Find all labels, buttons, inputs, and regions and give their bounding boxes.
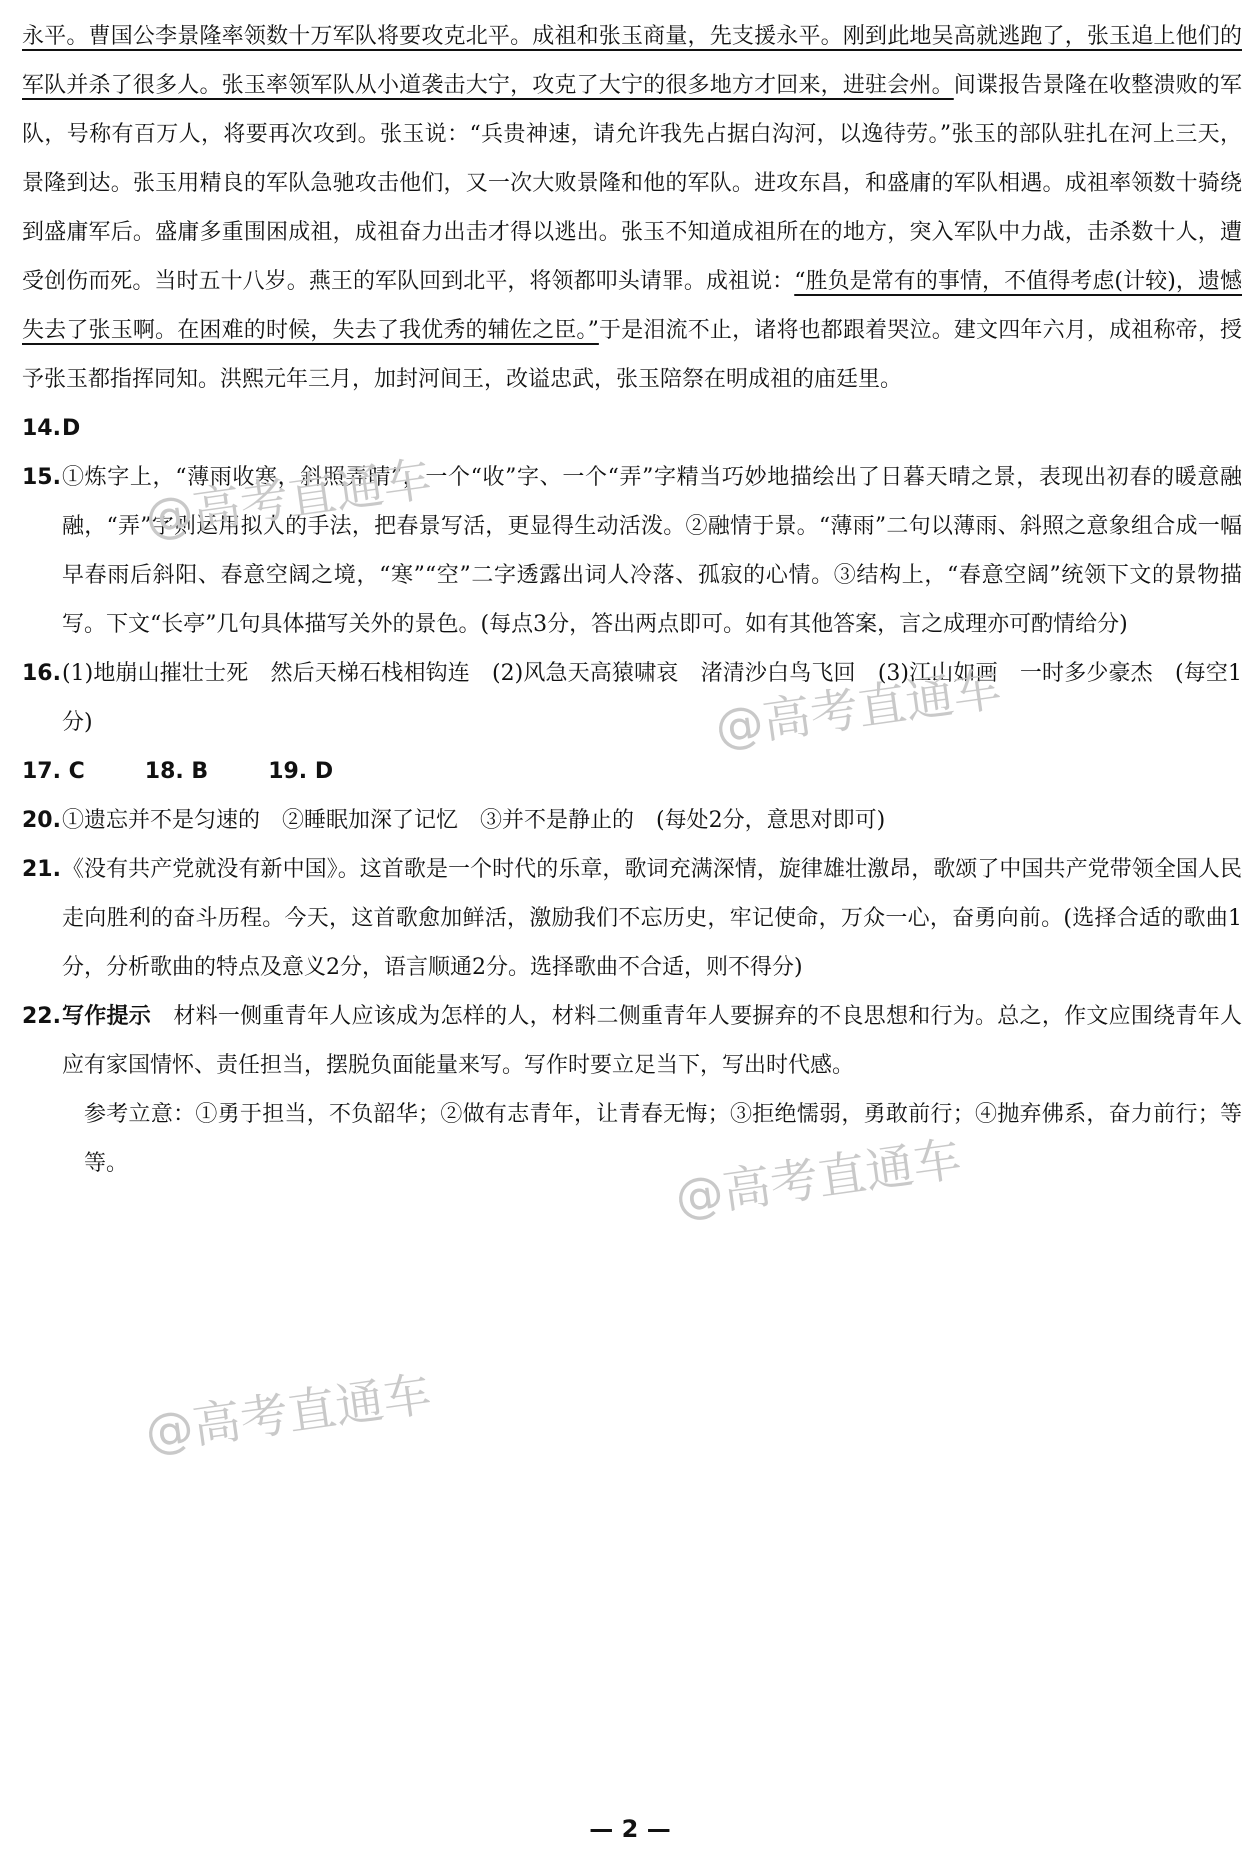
page-number: — 2 — [589, 1815, 671, 1843]
writing-hint-label: 写作提示 [62, 1003, 152, 1029]
answer-16 [22, 649, 1242, 747]
answer-22-number: 22. [22, 1004, 61, 1029]
translation-sentence-1: 永平。曹国公李景隆率领数十万军队将要攻克北平。成祖和张玉商量，先支援永平。刚到此地吴高就逃跑了，张玉追上他们的军队并杀了很多人。张玉率领军队从小道袭击大宁，攻克了大宁的很多地方才回来，进驻会州。 [22, 24, 1242, 98]
answer-21-text: 《没有共产党就没有新中国》。这首歌是一个时代的乐章，歌词充满深情，旋律雄壮激昂，歌颂了中国共产党带领全国人民走向胜利的奋斗历程。今天，这首歌愈加鲜活，激励我们不忘历史，牢记使命，万众一心，奋勇向前。(选择合适的歌曲1分，分析歌曲的特点及意义2分，语言顺通2分。选择歌曲不合适，则不得分) [62, 857, 1242, 980]
answer-16-number: 16. [22, 661, 61, 686]
answer-22-text [62, 992, 1242, 1090]
translation-passage [22, 12, 1242, 404]
answer-21 [22, 845, 1242, 992]
answer-16-text: (1)地崩山摧壮士死 然后天梯石栈相钩连 (2)风急天高猿啸哀 渚清沙白鸟飞回 (3)江山如画 一时多少豪杰 (每空1分) [62, 661, 1242, 735]
answer-15-text: ①炼字上，“薄雨收寒，斜照弄晴”，一个“收”字、一个“弄”字精当巧妙地描绘出了日暮天晴之景，表现出初春的暖意融融，“弄”字则运用拟人的手法，把春景写活，更显得生动活泼。②融情于景。“薄雨”二句以薄雨、斜照之意象组合成一幅早春雨后斜阳、春意空阔之境，“寒”“空”二字透露出词人冷落、孤寂的心情。③结构上，“春意空阔”统领下文的景物描写。下文“长亭”几句具体描写关外的景色。(每点3分，答出两点即可。如有其他答案，言之成理亦可酌情给分) [62, 465, 1242, 637]
answer-15 [22, 453, 1242, 649]
translation-sentence-4: 于是泪流不止，诸将也都跟着哭泣。建文四年六月，成祖称帝，授予张玉都指挥同知。洪熙元年三月，加封河间王，改谥忠武，张玉陪祭在明成祖的庙廷里。 [22, 318, 1242, 392]
reference-ideas: 参考立意：①勇于担当，不负韶华；②做有志青年，让青春无悔；③拒绝懦弱，勇敢前行；④抛弃佛系，奋力前行；等等。 [84, 1102, 1242, 1176]
answer-21-number: 21. [22, 857, 61, 882]
answer-22 [22, 992, 1242, 1090]
writing-hint-text: 材料一侧重青年人应该成为怎样的人，材料二侧重青年人要摒弃的不良思想和行为。总之，作文应围绕青年人应有家国情怀、责任担当，摆脱负面能量来写。写作时要立足当下，写出时代感。 [62, 1004, 1242, 1078]
watermark-2: @高考直通车 [711, 661, 1005, 757]
translation-sentence-2: 间谍报告景隆在收整溃败的军队，号称有百万人，将要再次攻到。张玉说：“兵贵神速，请允许我先占据白沟河，以逸待劳。”张玉的部队驻扎在河上三天，景隆到达。张玉用精良的军队急驰攻击他们，又一次大败景隆和他的军队。进攻东昌，和盛庸的军队相遇。成祖率领数十骑绕到盛庸军后。盛庸多重围困成祖，成祖奋力出击才得以逃出。张玉不知道成祖所在的地方，突入军队中力战，击杀数十人，遭受创伤而死。当时五十八岁。燕王的军队回到北平，将领都叩头请罪。成祖说： [22, 73, 1242, 294]
answer-19: 19. D [268, 759, 334, 784]
answer-15-number: 15. [22, 465, 61, 490]
answer-17: 17. C [22, 759, 85, 784]
document-content [22, 12, 1242, 1188]
watermark-3: @高考直通车 [671, 1131, 965, 1227]
answer-20 [22, 796, 1242, 845]
answers-17-19 [22, 747, 1242, 796]
translation-sentence-3: “胜负是常有的事情，不值得考虑(计较)，遗憾失去了张玉啊。在困难的时候，失去了我优秀的辅佐之臣。” [22, 269, 1242, 343]
answer-14-text: D [62, 416, 81, 441]
answer-14-number: 14. [22, 416, 61, 441]
answer-20-text: ①遗忘并不是匀速的 ②睡眠加深了记忆 ③并不是静止的 (每处2分，意思对即可) [62, 808, 886, 833]
watermark-4: @高考直通车 [141, 1366, 435, 1462]
answer-20-number: 20. [22, 808, 61, 833]
answer-18: 18. B [144, 759, 209, 784]
watermark-1: @高考直通车 [141, 451, 435, 547]
answer-14 [22, 404, 1242, 453]
